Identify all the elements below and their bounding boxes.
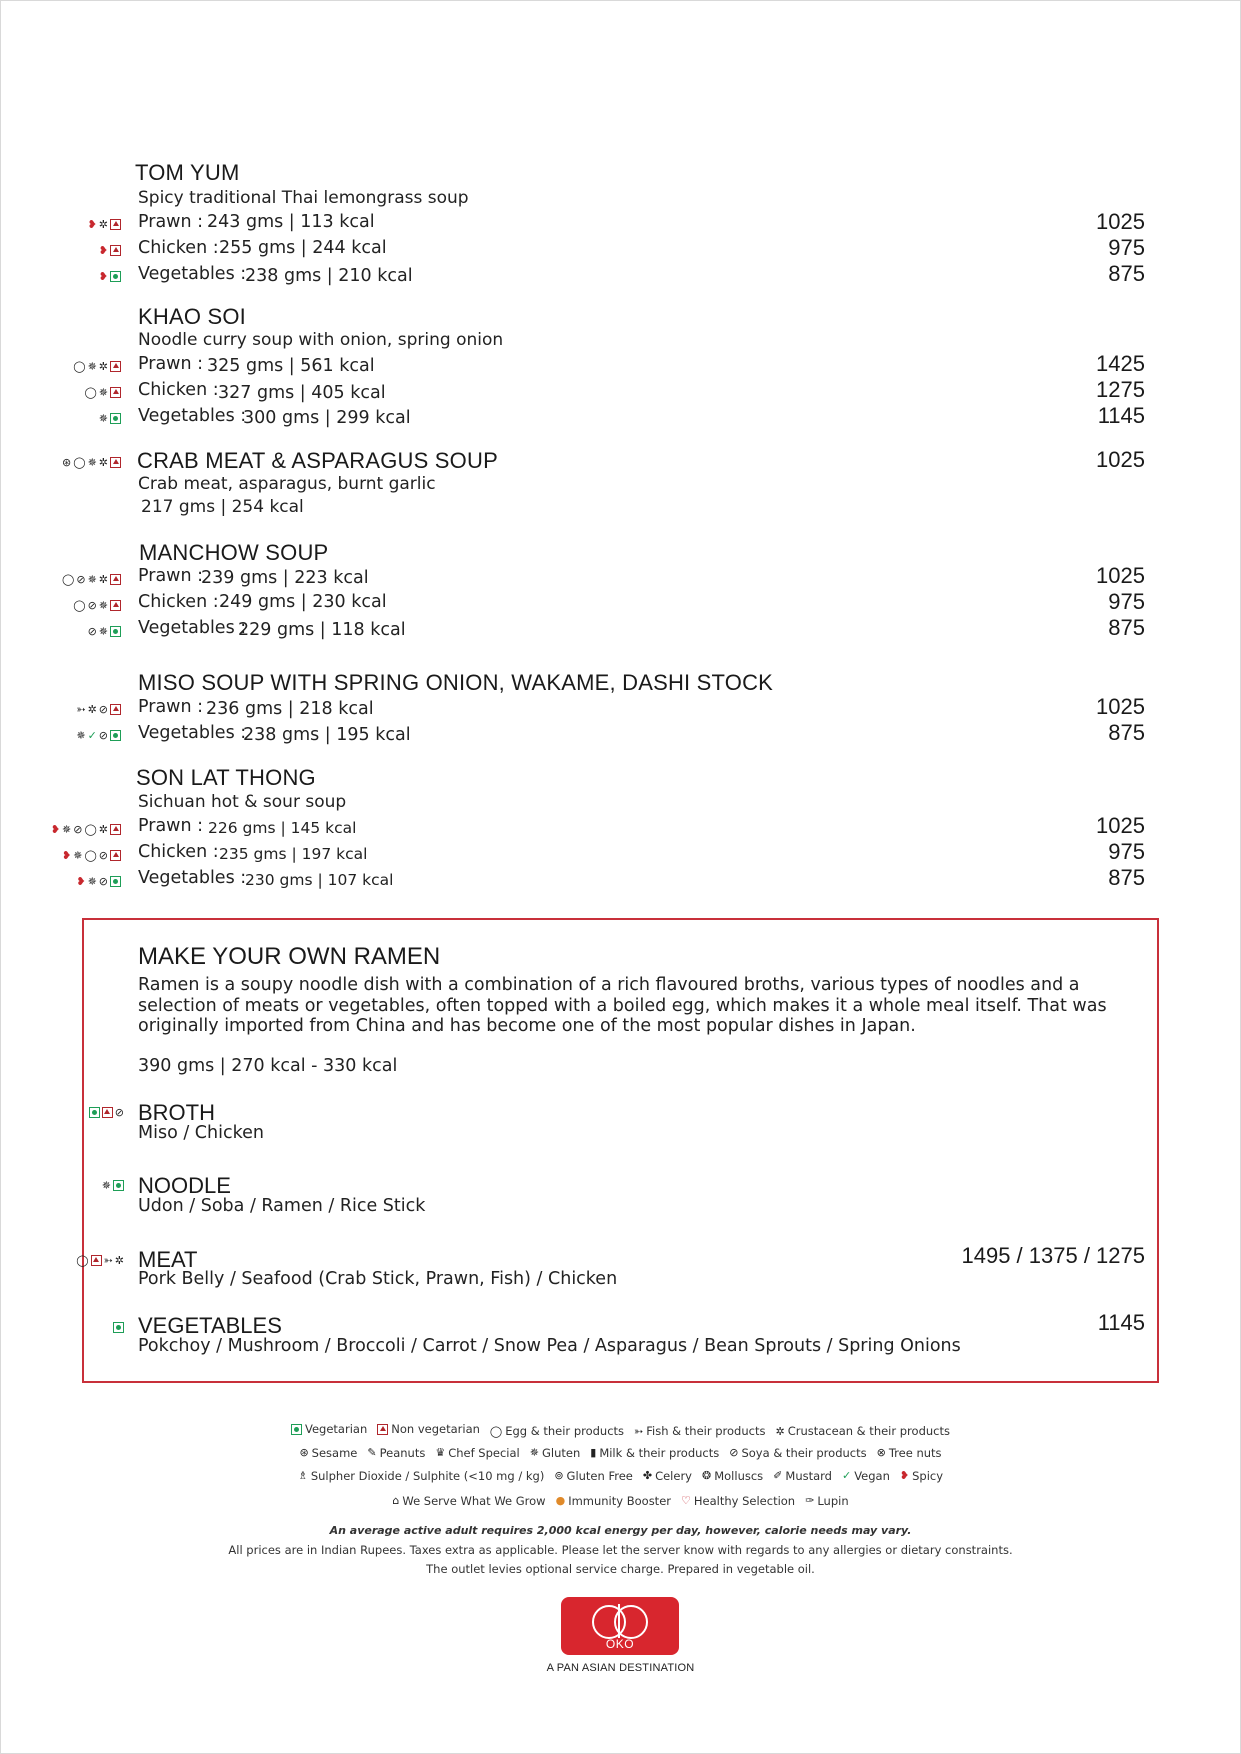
legend-label: Gluten Free <box>566 1468 633 1483</box>
legend-item <box>377 1422 480 1436</box>
legend-item <box>775 1424 950 1438</box>
allergen-icons <box>84 382 121 402</box>
menu-item-row <box>0 261 1241 288</box>
spicy-icon: ❥ <box>98 269 108 283</box>
egg-icon: ◯ <box>73 455 86 469</box>
section-description: Sichuan hot & sour soup <box>138 792 347 812</box>
crustacean-icon: ✲ <box>98 572 108 586</box>
legend-label: Healthy Selection <box>693 1493 796 1508</box>
item-price: 1025 <box>1096 447 1145 472</box>
item-meta: 243 gms | 113 kcal <box>207 212 375 232</box>
oko-logo <box>561 1597 679 1655</box>
brand-tagline: A PAN ASIAN DESTINATION <box>546 1662 695 1674</box>
legend-label: Spicy <box>912 1468 944 1483</box>
sesame-icon: ⊛ <box>62 455 72 469</box>
gluten-icon: ✵ <box>529 1446 539 1459</box>
allergen-icons <box>62 569 121 589</box>
celery-icon: ✤ <box>642 1469 653 1482</box>
crustacean-icon: ✲ <box>775 1424 785 1438</box>
veg-icon <box>110 626 121 637</box>
item-meta: 249 gms | 230 kcal <box>219 592 387 612</box>
legend-row <box>0 1445 1241 1460</box>
veg-icon <box>113 1322 124 1333</box>
chef-icon: ♛ <box>435 1446 446 1459</box>
nonveg-icon <box>110 387 121 398</box>
legend-row <box>0 1422 1241 1438</box>
item-label: Prawn : <box>138 566 204 586</box>
item-price: 875 <box>1108 615 1145 640</box>
item-meta: 230 gms | 107 kcal <box>245 871 394 889</box>
nonveg-icon <box>110 361 121 372</box>
prices-note: All prices are in Indian Rupees. Taxes extra as applicable. Please let the server know with regards to any allergies or dietary constraints. <box>228 1543 1013 1557</box>
item-meta: 229 gms | 118 kcal <box>238 620 406 640</box>
legend-item <box>681 1494 795 1508</box>
veg-icon <box>291 1424 302 1435</box>
legend-label: Lupin <box>817 1493 849 1508</box>
egg-icon: ◯ <box>84 848 97 862</box>
item-price: 975 <box>1108 589 1145 614</box>
ramen-group-title: MEAT <box>138 1247 198 1272</box>
item-label: Vegetables : <box>138 868 247 888</box>
item-label: Prawn : <box>138 212 204 232</box>
legend-item <box>554 1469 633 1483</box>
item-price: 1025 <box>1096 694 1145 719</box>
menu-item-row <box>0 403 1241 430</box>
legend-label: Fish & their products <box>646 1424 766 1438</box>
spicy-icon: ❥ <box>98 243 108 257</box>
ramen-description: Ramen is a soupy noodle dish with a combination of a rich flavoured broths, various types of noodles and a selection of meats or vegetables, often topped with a boiled egg, which makes it a whole meal itself. That was originally imported from China and has become one of the most popular dishes in Japan. <box>138 975 1107 1036</box>
allergen-icons <box>99 240 121 260</box>
nonveg-icon <box>102 1107 113 1118</box>
item-meta: 255 gms | 244 kcal <box>219 238 387 258</box>
egg-icon: ◯ <box>84 822 97 836</box>
item-label: Vegetables : <box>138 618 247 638</box>
mustard-icon: ✐ <box>773 1469 783 1482</box>
menu-item-row <box>0 377 1241 404</box>
menu-item-row <box>0 563 1241 590</box>
item-price: 875 <box>1108 720 1145 745</box>
item-label: Chicken : <box>138 380 219 400</box>
gluten-icon: ✵ <box>73 848 83 862</box>
allergen-icons <box>62 452 121 472</box>
egg-icon: ◯ <box>76 1253 89 1267</box>
spicy-icon: ❥ <box>76 874 86 888</box>
legend-label: Chef Special <box>448 1445 520 1460</box>
legend-row <box>0 1493 1241 1508</box>
legend-label: Mustard <box>785 1468 832 1483</box>
item-label: Vegetables : <box>138 723 247 743</box>
milk-icon: ▮ <box>590 1446 597 1459</box>
item-price: 1275 <box>1096 377 1145 402</box>
allergen-icons <box>51 819 121 839</box>
sulphite-icon: ♗ <box>297 1469 308 1482</box>
grow-icon: ⌂ <box>392 1494 400 1507</box>
ramen-group-options: Pokchoy / Mushroom / Broccoli / Carrot / Snow Pea / Asparagus / Bean Sprouts / Spring Onions <box>138 1336 961 1356</box>
legend-label: Egg & their products <box>505 1424 625 1438</box>
nonveg-icon <box>110 600 121 611</box>
legend-label: Non vegetarian <box>391 1422 480 1436</box>
gluten-icon: ✵ <box>62 822 72 836</box>
allergen-icons <box>99 408 121 428</box>
item-label: Chicken : <box>138 238 219 258</box>
peanut-icon: ✎ <box>367 1446 377 1459</box>
gluten-icon: ✵ <box>101 1178 111 1192</box>
item-meta: 226 gms | 145 kcal <box>208 819 357 837</box>
allergen-icons <box>76 725 121 745</box>
item-price: 1425 <box>1096 351 1145 376</box>
crustacean-icon: ✲ <box>98 455 108 469</box>
allergen-icons <box>89 1102 124 1122</box>
legend-label: Soya & their products <box>741 1445 867 1460</box>
nonveg-icon <box>91 1255 102 1266</box>
veg-icon <box>110 876 121 887</box>
allergen-icons <box>76 1250 124 1270</box>
gluten-icon: ✵ <box>98 624 108 638</box>
egg-icon: ◯ <box>73 359 86 373</box>
soya-icon: ⊘ <box>76 572 86 586</box>
spicy-icon: ❥ <box>50 822 61 836</box>
gluten-icon: ✵ <box>98 411 108 425</box>
legend-label: Vegetarian <box>305 1422 368 1436</box>
egg-icon: ◯ <box>73 598 86 612</box>
allergen-icons <box>88 621 121 641</box>
legend-label: Gluten <box>541 1445 581 1460</box>
allergen-icons <box>73 356 121 376</box>
item-price: 1025 <box>1096 813 1145 838</box>
spicy-icon: ❥ <box>62 848 72 862</box>
legend-item <box>291 1422 367 1436</box>
section-title: MISO SOUP WITH SPRING ONION, WAKAME, DASHI STOCK <box>138 670 774 695</box>
item-price: 975 <box>1108 235 1145 260</box>
ramen-group-title: VEGETABLES <box>138 1313 282 1338</box>
legend-item <box>702 1469 763 1483</box>
treenut-icon: ⊗ <box>876 1446 886 1459</box>
item-meta: 239 gms | 223 kcal <box>201 568 369 588</box>
legend-item <box>299 1446 357 1460</box>
item-label: Prawn : <box>138 354 204 374</box>
logo-bar-icon <box>618 1604 620 1638</box>
nonveg-icon <box>110 574 121 585</box>
menu-item-row <box>0 839 1241 866</box>
ramen-title: MAKE YOUR OWN RAMEN <box>138 943 441 970</box>
legend-label: Immunity Booster <box>568 1493 671 1508</box>
ramen-group-title: BROTH <box>138 1100 215 1125</box>
nonveg-icon <box>377 1424 388 1435</box>
legend-label: Sesame <box>311 1445 358 1460</box>
sesame-icon: ⊛ <box>299 1446 309 1459</box>
legend-label: Vegan <box>854 1468 890 1483</box>
legend-item <box>556 1494 671 1508</box>
ramen-group-price: 1495 / 1375 / 1275 <box>961 1243 1145 1268</box>
veg-icon <box>110 413 121 424</box>
section-description: Spicy traditional Thai lemongrass soup <box>138 188 469 208</box>
egg-icon: ◯ <box>62 572 75 586</box>
allergen-icons <box>76 871 121 891</box>
legend-item <box>298 1469 544 1483</box>
ramen-group-title: NOODLE <box>138 1173 231 1198</box>
egg-icon: ◯ <box>84 385 97 399</box>
section-description: Noodle curry soup with onion, spring onion <box>138 330 504 350</box>
legend-item <box>490 1424 624 1438</box>
soya-icon: ⊘ <box>114 1105 124 1119</box>
item-meta: 238 gms | 210 kcal <box>245 266 413 286</box>
item-label: Vegetables : <box>138 264 247 284</box>
veg-icon <box>110 730 121 741</box>
item-label: Prawn : <box>138 697 204 717</box>
menu-item-row <box>0 720 1241 747</box>
gluten-icon: ✵ <box>76 728 86 742</box>
lupin-icon: ✑ <box>805 1494 815 1507</box>
mollusc-icon: ❂ <box>702 1469 712 1482</box>
immunity-icon: ● <box>555 1494 566 1507</box>
section-title: SON LAT THONG <box>136 765 316 790</box>
menu-item-row <box>0 589 1241 616</box>
section-title: TOM YUM <box>135 160 240 185</box>
soya-icon: ⊘ <box>729 1446 739 1459</box>
vegan-icon: ✓ <box>841 1469 852 1482</box>
glutenfree-icon: ⊚ <box>554 1469 564 1482</box>
gluten-icon: ✵ <box>87 874 97 888</box>
vegan-icon: ✓ <box>87 728 97 742</box>
item-label: Prawn : <box>138 816 204 836</box>
nonveg-icon <box>110 704 121 715</box>
veg-icon <box>110 271 121 282</box>
item-meta: 325 gms | 561 kcal <box>207 356 375 376</box>
item-price: 1145 <box>1097 403 1145 428</box>
crustacean-icon: ✲ <box>114 1253 124 1267</box>
menu-item-row <box>0 615 1241 642</box>
legend-label: Celery <box>655 1468 692 1483</box>
veg-icon <box>113 1180 124 1191</box>
legend-label: Peanuts <box>379 1445 426 1460</box>
nonveg-icon <box>110 824 121 835</box>
menu-item-row <box>0 865 1241 892</box>
legend-item <box>634 1424 765 1438</box>
section-title: MANCHOW SOUP <box>139 540 329 565</box>
ramen-group-options: Pork Belly / Seafood (Crab Stick, Prawn, Fish) / Chicken <box>138 1269 618 1289</box>
crustacean-icon: ✲ <box>87 702 97 716</box>
soya-icon: ⊘ <box>98 874 108 888</box>
legend-label: Crustacean & their products <box>787 1424 950 1438</box>
gluten-icon: ✵ <box>87 359 97 373</box>
legend-item <box>805 1494 849 1508</box>
legend-row <box>0 1468 1241 1483</box>
legend-label: Molluscs <box>714 1468 764 1483</box>
ramen-group-options: Udon / Soba / Ramen / Rice Stick <box>138 1196 426 1216</box>
legend-item <box>900 1469 943 1483</box>
allergen-icons <box>113 1317 124 1337</box>
item-price: 1025 <box>1096 563 1145 588</box>
section-description: Crab meat, asparagus, burnt garlic <box>138 474 436 494</box>
soya-icon: ⊘ <box>87 598 97 612</box>
item-price: 875 <box>1108 261 1145 286</box>
item-label: Chicken : <box>138 592 219 612</box>
legend-item <box>643 1469 692 1483</box>
soya-icon: ⊘ <box>87 624 97 638</box>
nonveg-icon <box>110 219 121 230</box>
allergen-icons <box>76 699 121 719</box>
service-note: The outlet levies optional service charge. Prepared in vegetable oil. <box>426 1562 815 1576</box>
item-price: 975 <box>1108 839 1145 864</box>
item-meta: 235 gms | 197 kcal <box>219 845 368 863</box>
gluten-icon: ✵ <box>98 385 108 399</box>
item-label: Vegetables : <box>138 406 247 426</box>
soya-icon: ⊘ <box>98 848 108 862</box>
item-meta: 236 gms | 218 kcal <box>206 699 374 719</box>
section-title: KHAO SOI <box>138 304 246 329</box>
logo-text: OKO <box>605 1637 635 1651</box>
gluten-icon: ✵ <box>87 572 97 586</box>
legend-item <box>435 1446 519 1460</box>
ramen-group-price: 1145 <box>1097 1310 1145 1335</box>
ramen-group-options: Miso / Chicken <box>138 1123 264 1143</box>
legend-item <box>877 1446 942 1460</box>
healthy-icon: ♡ <box>681 1494 691 1507</box>
menu-item-row <box>0 351 1241 378</box>
allergen-icons <box>88 214 121 234</box>
item-meta: 238 gms | 195 kcal <box>243 725 411 745</box>
legend-label: Milk & their products <box>599 1445 720 1460</box>
fish-icon: ➳ <box>76 702 86 716</box>
item-price: 875 <box>1108 865 1145 890</box>
allergen-icons <box>99 266 121 286</box>
item-meta: 300 gms | 299 kcal <box>243 408 411 428</box>
section-title: CRAB MEAT & ASPARAGUS SOUP <box>137 448 498 473</box>
menu-item-row <box>0 235 1241 262</box>
spicy-icon: ❥ <box>899 1469 910 1482</box>
gluten-icon: ✵ <box>98 598 108 612</box>
veg-icon <box>89 1107 100 1118</box>
crustacean-icon: ✲ <box>98 359 108 373</box>
legend-item <box>530 1446 581 1460</box>
soya-icon: ⊘ <box>98 728 108 742</box>
legend-item <box>773 1469 832 1483</box>
item-label: Chicken : <box>138 842 219 862</box>
ramen-meta: 390 gms | 270 kcal - 330 kcal <box>138 1056 398 1076</box>
legend-item <box>729 1446 866 1460</box>
crustacean-icon: ✲ <box>98 217 108 231</box>
fish-icon: ➳ <box>103 1253 113 1267</box>
crustacean-icon: ✲ <box>98 822 108 836</box>
item-meta: 217 gms | 254 kcal <box>141 497 304 517</box>
legend-label: We Serve What We Grow <box>402 1493 546 1508</box>
allergen-icons <box>62 845 121 865</box>
soya-icon: ⊘ <box>73 822 83 836</box>
nonveg-icon <box>110 245 121 256</box>
item-meta: 327 gms | 405 kcal <box>218 383 386 403</box>
legend-item <box>842 1469 890 1483</box>
soya-icon: ⊘ <box>98 702 108 716</box>
allergen-icons <box>102 1175 124 1195</box>
egg-icon: ◯ <box>489 1424 503 1438</box>
item-price: 1025 <box>1096 209 1145 234</box>
legend-item <box>392 1494 545 1508</box>
legend-label: Sulpher Dioxide / Sulphite (<10 mg / kg) <box>310 1468 545 1483</box>
nonveg-icon <box>110 457 121 468</box>
menu-item-row <box>0 694 1241 721</box>
spicy-icon: ❥ <box>87 217 97 231</box>
menu-item-row <box>0 813 1241 840</box>
kcal-note: An average active adult requires 2,000 kcal energy per day, however, calorie needs may vary. <box>329 1524 912 1537</box>
gluten-icon: ✵ <box>87 455 97 469</box>
allergen-icons <box>73 595 121 615</box>
legend-label: Tree nuts <box>888 1445 942 1460</box>
fish-icon: ➳ <box>634 1424 644 1438</box>
legend-item <box>590 1446 719 1460</box>
legend-item <box>367 1446 425 1460</box>
nonveg-icon <box>110 850 121 861</box>
menu-item-row <box>0 209 1241 236</box>
